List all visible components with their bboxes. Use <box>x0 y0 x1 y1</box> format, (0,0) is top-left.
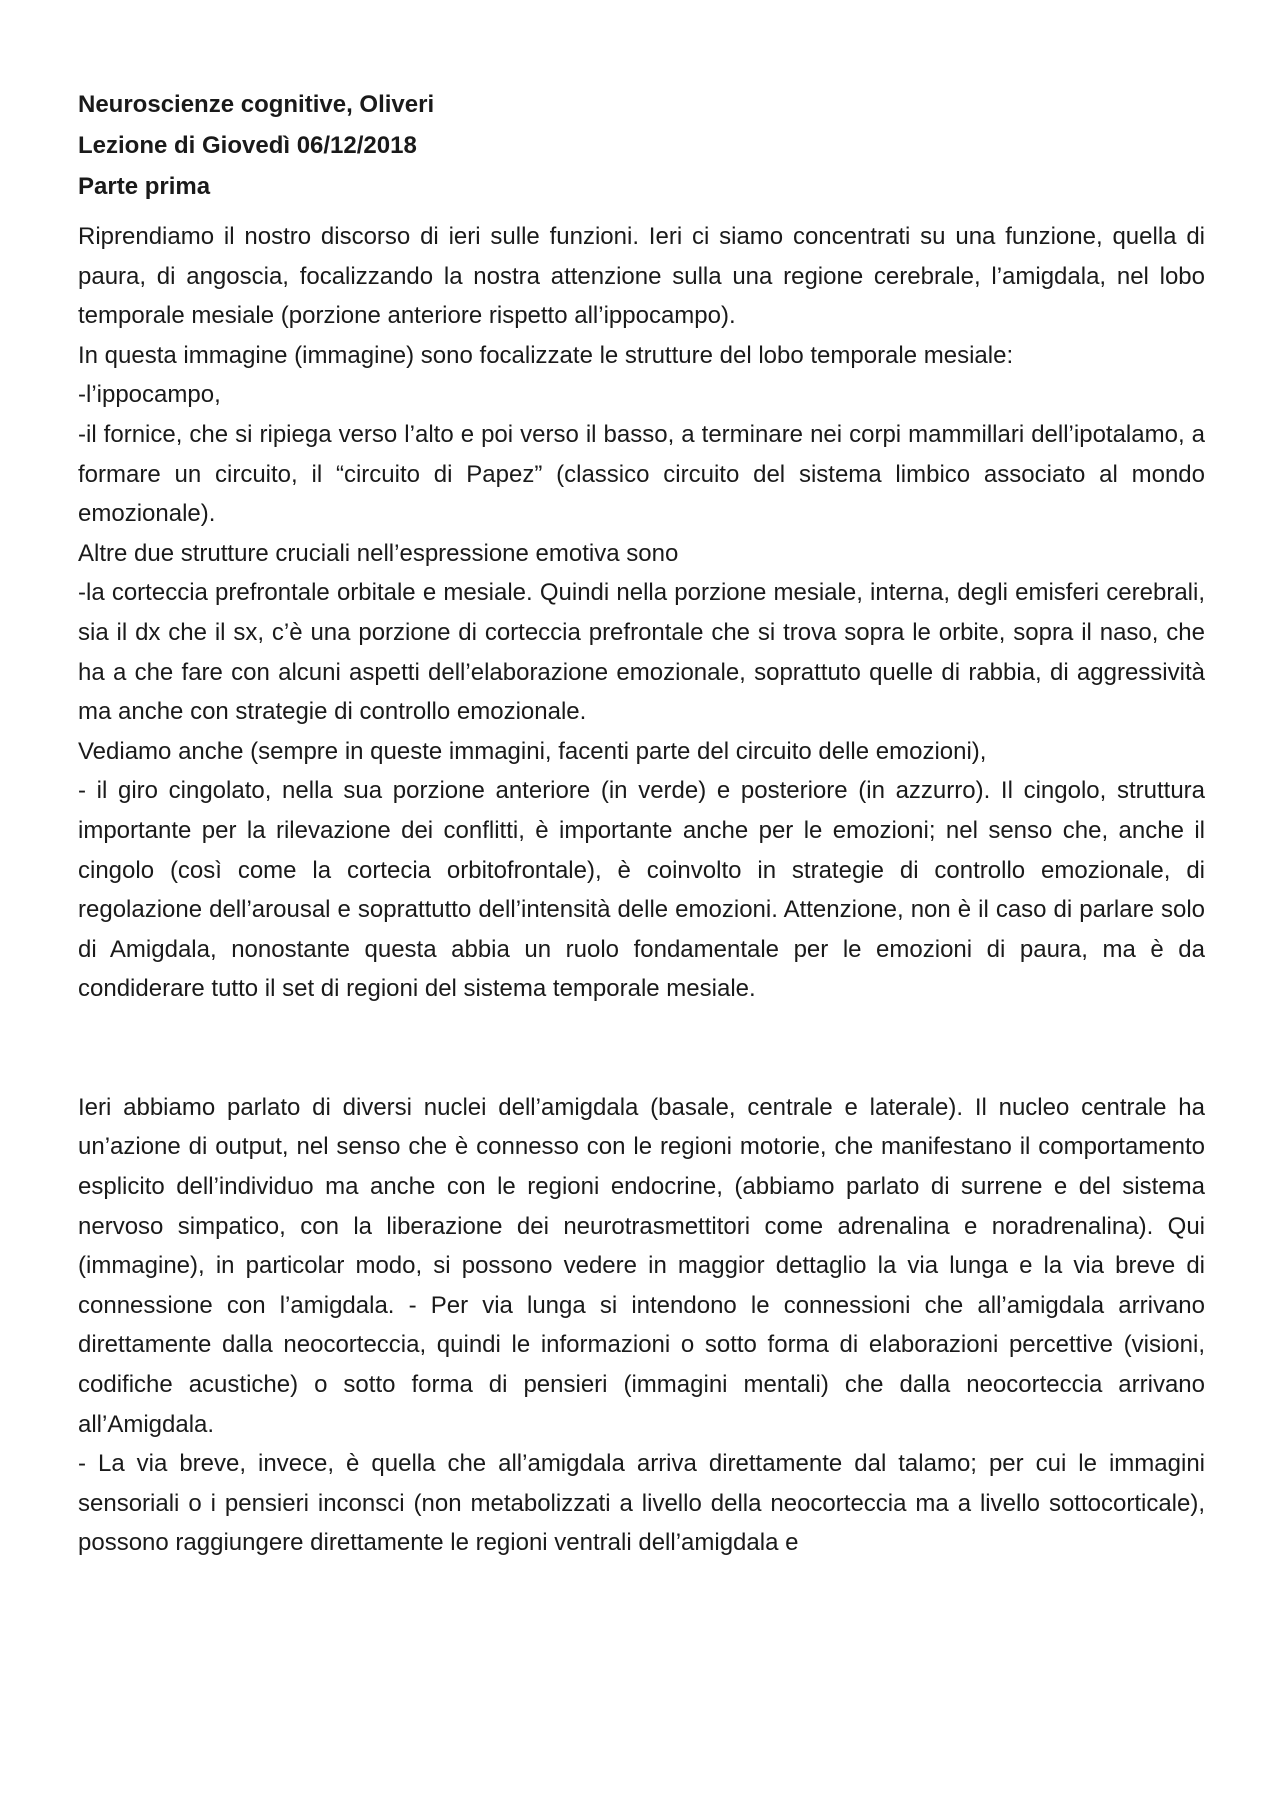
paragraph: Altre due strutture cruciali nell’espressione emotiva sono <box>78 539 679 567</box>
paragraph: Vediamo anche (sempre in queste immagini, facenti parte del circuito delle emozioni), <box>78 737 987 765</box>
paragraph: - La via breve, invece, è quella che all’amigdala arriva direttamente dal talamo; per cui le immagini sensoriali o i pensieri inconsci (non metabolizzati a livello della neocorteccia ma a livello sottocorticale), possono raggiungere direttamente le regioni ventrali dell’amigdala e <box>78 1450 1205 1557</box>
section-spacer <box>78 1009 1205 1088</box>
list-item: -l’ippocampo, <box>78 381 221 409</box>
paragraph: Riprendiamo il nostro discorso di ieri sulle funzioni. Ieri ci siamo concentrati su una funzione, quella di paura, di angoscia, focalizzando la nostra attenzione sulla una regione cerebrale, l’amigdala, nel lobo temporale mesiale (porzione anteriore rispetto all’ippocampo). <box>78 223 1205 330</box>
list-item: -il fornice, che si ripiega verso l’alto e poi verso il basso, a terminare nei corpi mammillari dell’ipotalamo, a formare un circuito, il “circuito di Papez” (classico circuito del sistema limbico associato al mondo emozionale). <box>78 420 1205 528</box>
part-title: Parte prima <box>78 173 211 200</box>
course-title: Neuroscienze cognitive, Oliveri <box>78 91 435 118</box>
paragraph: Ieri abbiamo parlato di diversi nuclei dell’amigdala (basale, centrale e laterale). Il nucleo centrale ha un’azione di output, nel senso che è connesso con le regioni motorie, che manifestano il comportamento esplicito dell’individuo ma anche con le regioni endocrine, (abbiamo parlato di surrene e del sistema nervoso simpatico, con la liberazione dei neurotrasmettitori come adrenalina e noradrenalina). Qui (immagine), in particolar modo, si possono vedere in maggior dettaglio la via lunga e la via breve di connessione con l’amigdala. - Per via lunga si intendono le connessioni che all’amigdala arrivano direttamente dalla neocorteccia, quindi le informazioni o sotto forma di elaborazioni percettive (visioni, codifiche acustiche) o sotto forma di pensieri (immagini mentali) che dalla neocorteccia arrivano all’Amigdala. <box>78 1093 1205 1438</box>
paragraph: In questa immagine (immagine) sono focalizzate le strutture del lobo temporale mesiale: <box>78 341 1014 369</box>
list-item: - il giro cingolato, nella sua porzione anteriore (in verde) e posteriore (in azzurro). Il cingolo, struttura importante per la rilevazione dei conflitti, è importante anche per le emozioni; nel senso che, anche il cingolo (così come la cortecia orbitofrontale), è coinvolto in strategie di controllo emozionale, di regolazione dell’arousal e soprattutto dell’intensità delle emozioni. Attenzione, non è il caso di parlare solo di Amigdala, nonostante questa abbia un ruolo fondamentale per le emozioni di paura, ma è da condiderare tutto il set di regioni del sistema temporale mesiale. <box>78 777 1205 1003</box>
section-1 <box>78 217 1205 1009</box>
document-page <box>78 84 1205 1563</box>
lesson-date: Lezione di Giovedì 06/12/2018 <box>78 132 417 159</box>
list-item: -la corteccia prefrontale orbitale e mesiale. Quindi nella porzione mesiale, interna, degli emisferi cerebrali, sia il dx che il sx, c’è una porzione di corteccia prefrontale che si trova sopra le orbite, sopra il naso, che ha a che fare con alcuni aspetti dell’elaborazione emozionale, soprattuto quelle di rabbia, di aggressività ma anche con strategie di controllo emozionale. <box>78 579 1205 726</box>
document-header <box>78 84 1205 207</box>
section-2 <box>78 1088 1205 1563</box>
